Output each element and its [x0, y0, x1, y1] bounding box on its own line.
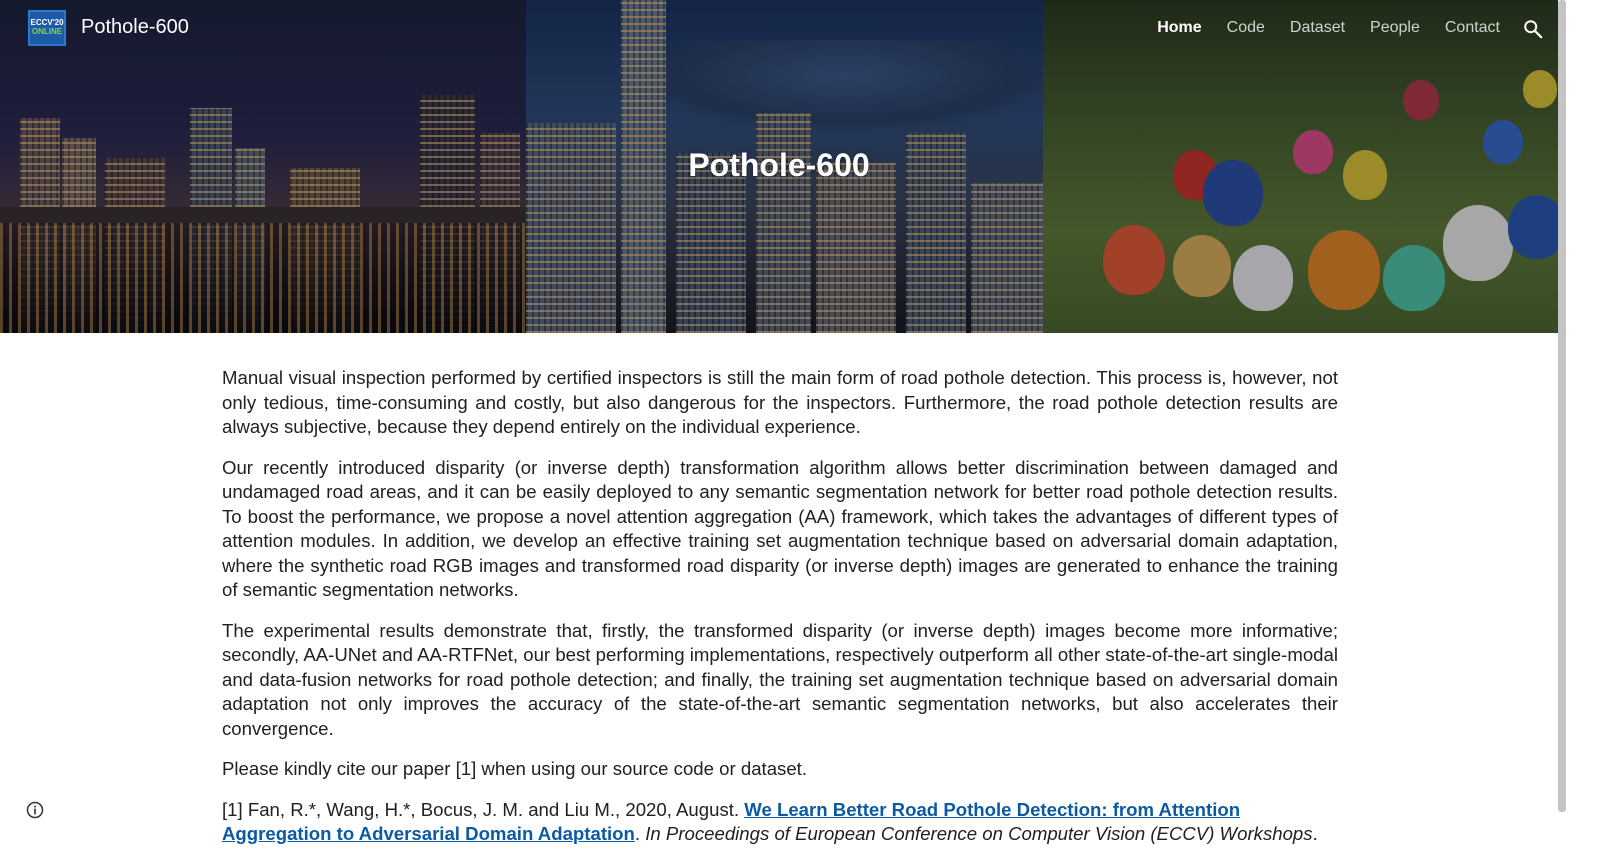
main-nav — [1157, 19, 1500, 37]
paragraph-intro: Manual visual inspection performed by certified inspectors is still the main form of road pothole detection. This process is, however, not only tedious, time-consuming and costly, but also dangerous for the inspectors. Furthermore, the road pothole detection results are always subjective, because they depend entirely on the individual experience. — [222, 367, 1338, 437]
paragraph-cite-request: Please kindly cite our paper [1] when using our source code or dataset. — [222, 758, 808, 779]
search-icon[interactable] — [1522, 18, 1544, 40]
page-scrollbar[interactable] — [1558, 0, 1600, 861]
hero-title: Pothole-600 — [688, 147, 870, 183]
paragraph-results: The experimental results demonstrate that, firstly, the transformed disparity (or inverse depth) images become more informative; secondly, AA-UNet and AA-RTFNet, our best performing implementations, respectively outperform all other state-of-the-art single-modal and data-fusion networks for road pothole detection; and finally, the training set augmentation technique based on adversarial domain adaptation not only improves the accuracy of the state-of-the-art semantic segmentation networks, but also accelerates their convergence. — [222, 619, 1338, 739]
reference-suffix: . — [1312, 823, 1318, 844]
nav-contact[interactable]: Contact — [1444, 19, 1500, 36]
reference-venue: In Proceedings of European Conference on Computer Vision (ECCV) Workshops — [645, 823, 1313, 844]
nav-people[interactable]: People — [1370, 19, 1420, 36]
hero-banner — [0, 0, 1558, 333]
info-icon[interactable] — [26, 801, 44, 819]
nav-dataset[interactable]: Dataset — [1289, 19, 1346, 36]
nav-code[interactable]: Code — [1226, 19, 1265, 36]
site-title[interactable]: Pothole-600 — [81, 16, 189, 38]
scrollbar-thumb[interactable] — [1558, 0, 1566, 812]
reference-entry — [222, 798, 1338, 847]
reference-authors: [1] Fan, R.*, Wang, H.*, Bocus, J. M. and Liu M., 2020, August. — [222, 798, 745, 820]
nav-home[interactable]: Home — [1157, 19, 1202, 36]
site-logo[interactable]: ECCV'20 ONLINE — [28, 10, 66, 46]
reference-paper-link[interactable]: We Learn Better Road Pothole Detection: from Attention Aggregation to Adversarial Domain Adaptation — [222, 798, 1241, 844]
main-content — [222, 366, 1338, 861]
site-header — [0, 0, 1558, 56]
paragraph-method: Our recently introduced disparity (or inverse depth) transformation algorithm allows better discrimination between damaged and undamaged road areas, and it can be easily deployed to any semantic segmentation network for better road pothole detection results. To boost the performance, we propose a novel attention aggregation (AA) framework, which takes the advantages of different types of attention modules. In addition, we develop an effective training set augmentation technique based on adversarial domain adaptation, where the synthetic road RGB images and transformed road disparity (or inverse depth) images are generated to enhance the training of semantic segmentation networks. — [222, 456, 1338, 600]
reference-separator: . — [634, 823, 646, 844]
